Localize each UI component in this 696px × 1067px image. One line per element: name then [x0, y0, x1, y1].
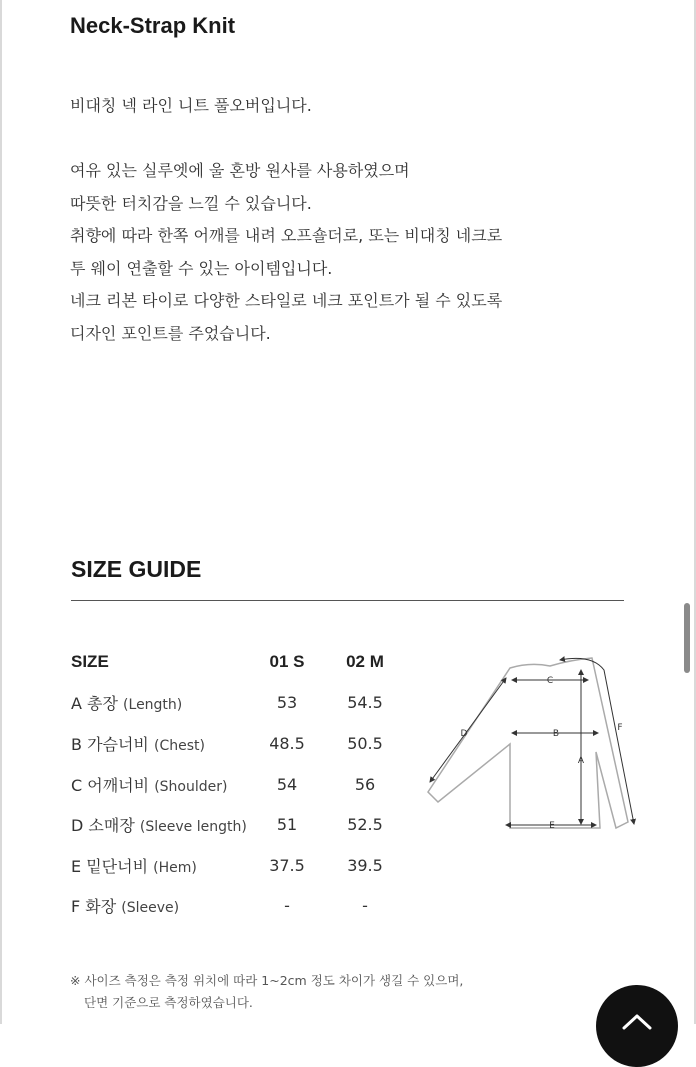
garment-measurement-diagram [420, 652, 640, 842]
diagram-label-a: A [577, 756, 585, 766]
measure-label-ko: E 밑단너비 [71, 856, 149, 876]
measure-label-ko: D 소매장 [71, 816, 135, 836]
value-m: 54.5 [347, 693, 383, 713]
measure-label [71, 804, 254, 845]
table-row [71, 886, 410, 927]
table-row [71, 845, 410, 886]
description-line: 취향에 따라 한쪽 어깨를 내려 오프숄더로, 또는 비대칭 네크로 [70, 226, 503, 245]
value-m: 56 [354, 774, 376, 794]
size-guide-title: SIZE GUIDE [71, 556, 202, 582]
description-line: 따뜻한 터치감을 느낄 수 있습니다. [70, 193, 312, 213]
chevron-up-icon [621, 1011, 653, 1031]
value-s: 54 [276, 774, 298, 794]
measure-line-d [430, 678, 506, 782]
value-s: - [284, 896, 290, 916]
header-size-s: 01 S [269, 652, 305, 672]
description-line: 투 웨이 연출할 수 있는 아이템입니다. [70, 258, 333, 278]
description-line: 네크 리본 타이로 다양한 스타일로 네크 포인트가 될 수 있도록 [70, 291, 503, 310]
value-s: 51 [276, 815, 298, 835]
paragraph-gap [70, 123, 630, 156]
table-row [71, 804, 410, 845]
diagram-label-d: D [460, 729, 468, 739]
value-m: - [362, 896, 368, 916]
measure-label-en: (Sleeve) [121, 900, 180, 917]
size-table [71, 642, 410, 926]
page-edge-left [0, 0, 2, 1024]
measure-label-en: (Hem) [153, 859, 197, 876]
diagram-label-c: C [546, 676, 554, 686]
description-line: 디자인 포인트를 주었습니다. [70, 323, 271, 343]
measure-label-ko: F 화장 [71, 897, 117, 917]
value-s: 37.5 [269, 855, 305, 875]
measure-label-ko: B 가슴너비 [71, 734, 149, 754]
header-size: SIZE [71, 652, 109, 672]
diagram-label-b: B [552, 729, 560, 739]
measure-label-ko: A 총장 [71, 694, 118, 714]
header-size-m: 02 M [346, 652, 384, 672]
product-description [70, 90, 630, 350]
table-row [71, 764, 410, 805]
measure-label-en: (Chest) [153, 737, 205, 754]
scrollbar-thumb[interactable] [684, 603, 690, 673]
diagram-label-f: F [617, 723, 623, 733]
value-s: 53 [276, 693, 298, 713]
measure-label [71, 845, 254, 886]
value-m: 50.5 [347, 733, 383, 753]
note-line: ※ 사이즈 측정은 측정 위치에 따라 1~2cm 정도 차이가 생길 수 있으며, [70, 973, 464, 988]
diagram-label-e: E [549, 821, 555, 831]
size-table-header [71, 642, 410, 683]
measurement-note [70, 970, 463, 1014]
description-line: 여유 있는 실루엣에 울 혼방 원사를 사용하였으며 [70, 161, 410, 180]
value-m: 52.5 [347, 815, 383, 835]
note-line: 단면 기준으로 측정하였습니다. [84, 995, 253, 1010]
description-intro: 비대칭 넥 라인 니트 풀오버입니다. [70, 96, 312, 115]
measure-label-ko: C 어깨너비 [71, 775, 150, 795]
measure-label-en: (Shoulder) [154, 778, 228, 795]
measure-label [71, 886, 254, 927]
measure-label [71, 764, 254, 805]
measure-label [71, 683, 254, 724]
value-s: 48.5 [269, 733, 305, 753]
measure-label [71, 723, 254, 764]
measure-label-en: (Length) [123, 697, 183, 714]
table-row [71, 723, 410, 764]
measure-label-en: (Sleeve length) [139, 819, 247, 836]
product-title: Neck-Strap Knit [70, 13, 236, 38]
size-guide-divider [71, 600, 624, 601]
table-row [71, 683, 410, 724]
scroll-to-top-button[interactable] [596, 985, 678, 1067]
value-m: 39.5 [347, 855, 383, 875]
